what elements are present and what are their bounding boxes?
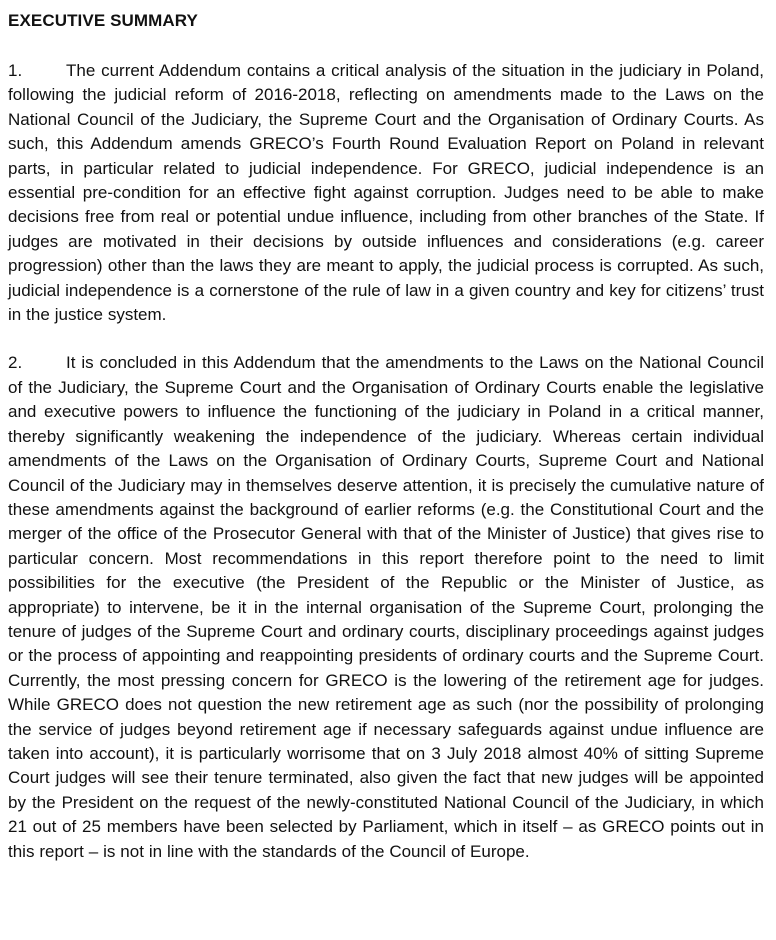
paragraph-1 xyxy=(8,59,764,327)
paragraph-number: 1. xyxy=(8,61,23,80)
section-heading: EXECUTIVE SUMMARY xyxy=(8,11,198,30)
paragraph-2 xyxy=(8,351,764,864)
paragraph-text: It is concluded in this Addendum that the amendments to the Laws on the National Council of the Judiciary, the Supreme Court and the Organisation of Ordinary Courts enable the legislative and executive powers to influence the functioning of the judiciary in Poland in a critical manner, thereby significantly weakening the independence of the judiciary. Whereas certain individual amendments of the Laws on the Organisation of Ordinary Courts, Supreme Court and National Council of the Judiciary may in themselves deserve attention, it is precisely the cumulative nature of these amendments against the background of earlier reforms (e.g. the Constitutional Court and the merger of the office of the Prosecutor General with that of the Minister of Justice) that gives rise to particular concern. Most recommendations in this report therefore point to the need to limit possibilities for the executive (the President of the Republic or the Minister of Justice, as appropriate) to intervene, be it in the internal organisation of the Supreme Court, prolonging the tenure of judges of the Supreme Court and ordinary courts, disciplinary proceedings against judges or the process of appointing and reappointing presidents of ordinary courts and the Supreme Court. Currently, the most pressing concern for GRECO is the lowering of the retirement age for judges. While GRECO does not question the new retirement age as such (nor the possibility of prolonging the service of judges beyond retirement age if necessary safeguards against undue influence are taken into account), it is particularly worrisome that on 3 July 2018 almost 40% of sitting Supreme Court judges will see their tenure terminated, also given the fact that new judges will be appointed by the President on the request of the newly-constituted National Council of the Judiciary, in which 21 out of 25 members have been selected by Parliament, which in itself – as GRECO points out in this report – is not in line with the standards of the Council of Europe. xyxy=(8,353,764,861)
paragraph-text: The current Addendum contains a critical analysis of the situation in the judiciary in Poland, following the judicial reform of 2016-2018, reflecting on amendments made to the Laws on the National Council of the Judiciary, the Supreme Court and the Organisation of Ordinary Courts. As such, this Addendum amends GRECO’s Fourth Round Evaluation Report on Poland in relevant parts, in particular related to judicial independence. For GRECO, judicial independence is an essential pre-condition for an effective fight against corruption. Judges need to be able to make decisions free from real or potential undue influence, including from other branches of the State. If judges are motivated in their decisions by outside influences and considerations (e.g. career progression) other than the laws they are meant to apply, the judicial process is corrupted. As such, judicial independence is a cornerstone of the rule of law in a given country and key for citizens’ trust in the justice system. xyxy=(8,61,764,325)
document-page xyxy=(8,0,764,864)
paragraph-number: 2. xyxy=(8,353,23,373)
